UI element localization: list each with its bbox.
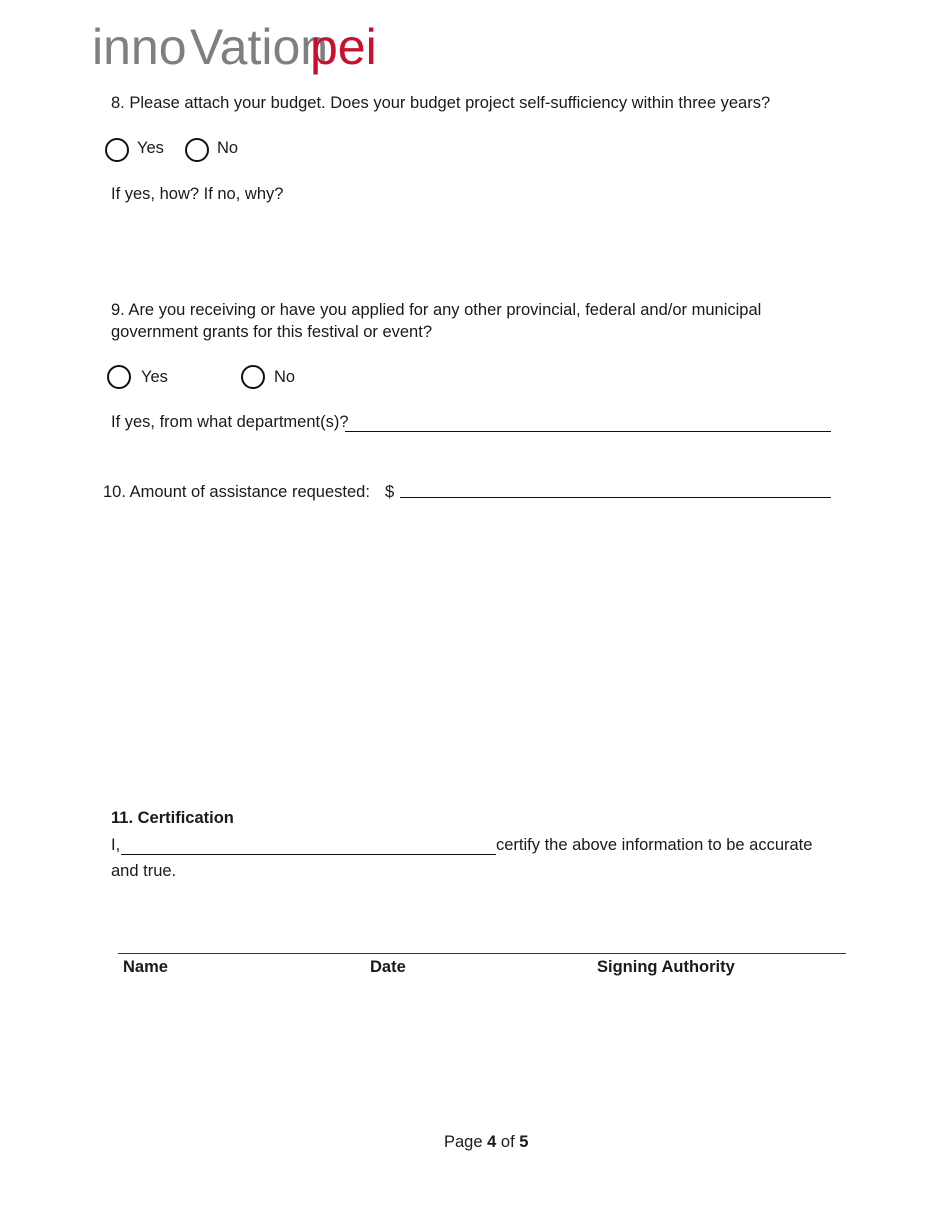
page-current: 4 [487,1133,497,1151]
signature-name-label: Name [123,958,168,976]
q11-name-field[interactable] [121,854,496,855]
page-word: Page [444,1133,483,1151]
logo-text-inno: inno [92,19,187,75]
q10-label: 10. Amount of assistance requested: [103,483,370,501]
q10-amount-field[interactable] [400,497,831,498]
q9-department-field[interactable] [345,431,831,432]
q9-question-line2: government grants for this festival or event? [111,323,432,341]
logo-text-pei: pei [310,19,377,75]
q9-yes-radio[interactable] [107,365,131,389]
q11-heading: 11. Certification [111,809,234,827]
page-number [444,1133,528,1152]
q8-question: 8. Please attach your budget. Does your budget project self-sufficiency within three years? [111,94,771,112]
logo-text-vation: Vation [190,19,329,75]
q10-currency: $ [385,483,395,501]
q8-no-label: No [217,139,239,157]
q11-suffix: certify the above information to be accurate [496,836,813,854]
q11-prefix: I, [111,836,121,854]
page-total: 5 [519,1133,529,1151]
q9-yes-label: Yes [141,368,168,386]
signature-date-label: Date [370,958,406,976]
logo-graphic [92,2,392,76]
q8-yes-radio[interactable] [105,138,129,162]
page-of-word: of [500,1133,515,1151]
innovation-pei-logo [92,2,392,76]
q9-question-line1: 9. Are you receiving or have you applied for any other provincial, federal and/or municipal [111,301,762,319]
signature-line[interactable] [118,953,846,954]
q11-line2: and true. [111,862,177,880]
q8-no-radio[interactable] [185,138,209,162]
q8-yes-label: Yes [137,139,164,157]
q9-followup: If yes, from what department(s)? [111,413,349,431]
q9-no-label: No [274,368,296,386]
signature-authority-label: Signing Authority [597,958,735,976]
q9-no-radio[interactable] [241,365,265,389]
q8-followup: If yes, how? If no, why? [111,185,284,203]
